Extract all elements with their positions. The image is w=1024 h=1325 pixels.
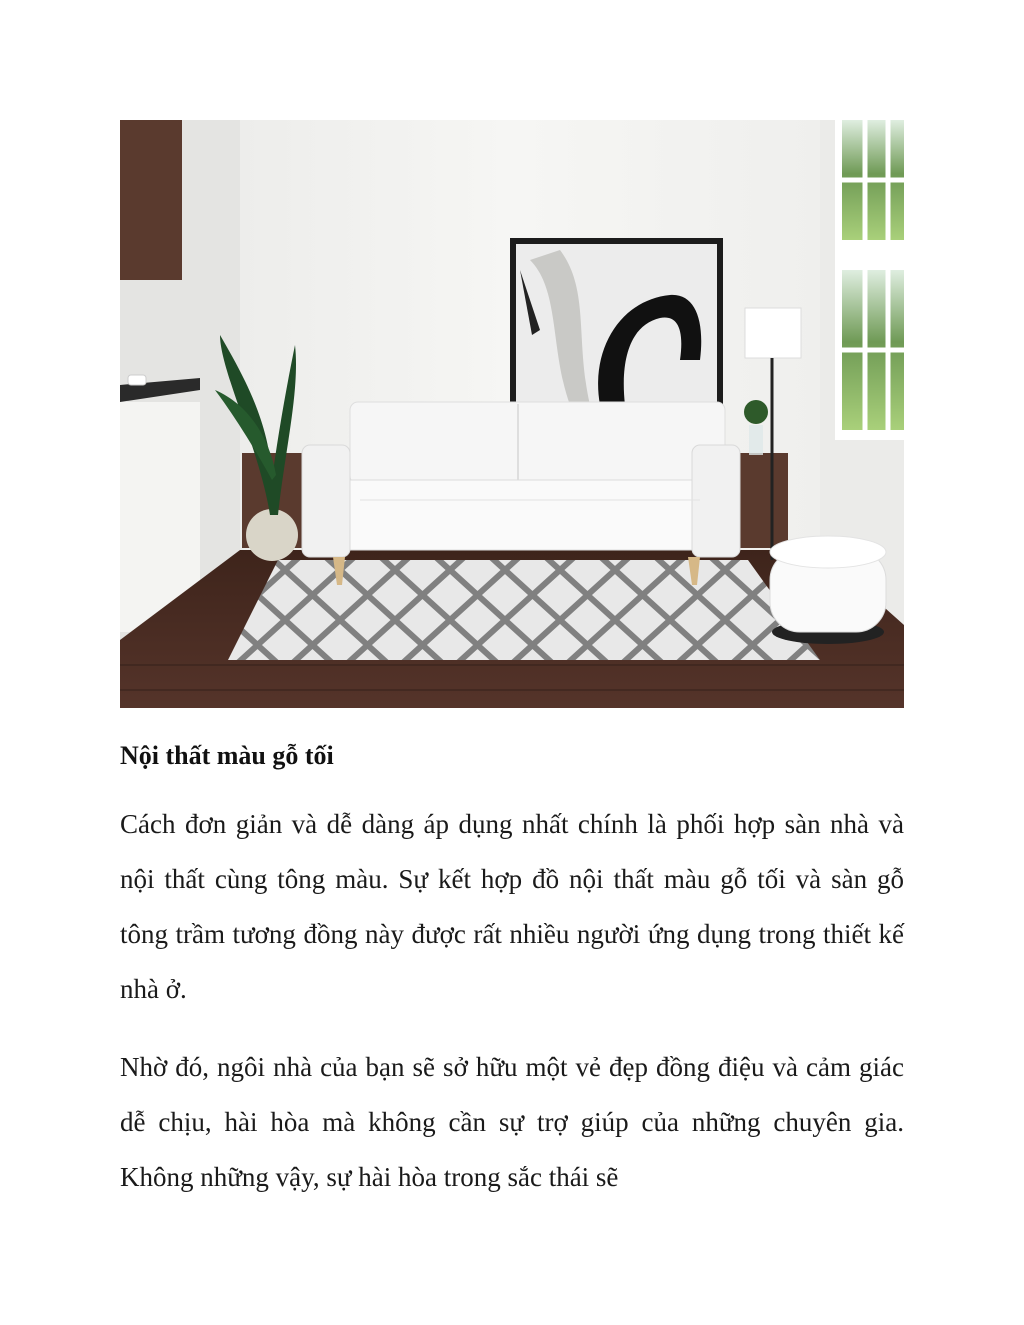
kitchen-cabinet xyxy=(120,120,182,280)
plant-pot xyxy=(246,509,298,561)
living-room-photo xyxy=(120,120,904,708)
sofa-arm-right xyxy=(692,445,740,557)
area-rug xyxy=(228,560,820,660)
paragraph-2: Nhờ đó, ngôi nhà của bạn sẽ sở hữu một vẻ đẹp đồng điệu và cảm giác dễ chịu, hài hòa mà không cần sự trợ giúp của những chuyên gia. Không những vậy, sự hài hòa trong sắc thái sẽ xyxy=(120,1052,904,1192)
sofa-arm-left xyxy=(302,445,350,557)
sofa-seat xyxy=(320,480,740,550)
paragraph-1: Cách đơn giản và dễ dàng áp dụng nhất chính là phối hợp sàn nhà và nội thất cùng tông màu. Sự kết hợp đồ nội thất màu gỗ tối và sàn gỗ tông trầm tương đồng này được rất nhiều người ứng dụng trong thiết kế nhà ở. xyxy=(120,809,904,1004)
sofa-back xyxy=(350,402,725,484)
floor-lamp-shade xyxy=(745,308,801,358)
section-heading: Nội thất màu gỗ tối xyxy=(120,741,334,770)
cup xyxy=(128,375,146,385)
